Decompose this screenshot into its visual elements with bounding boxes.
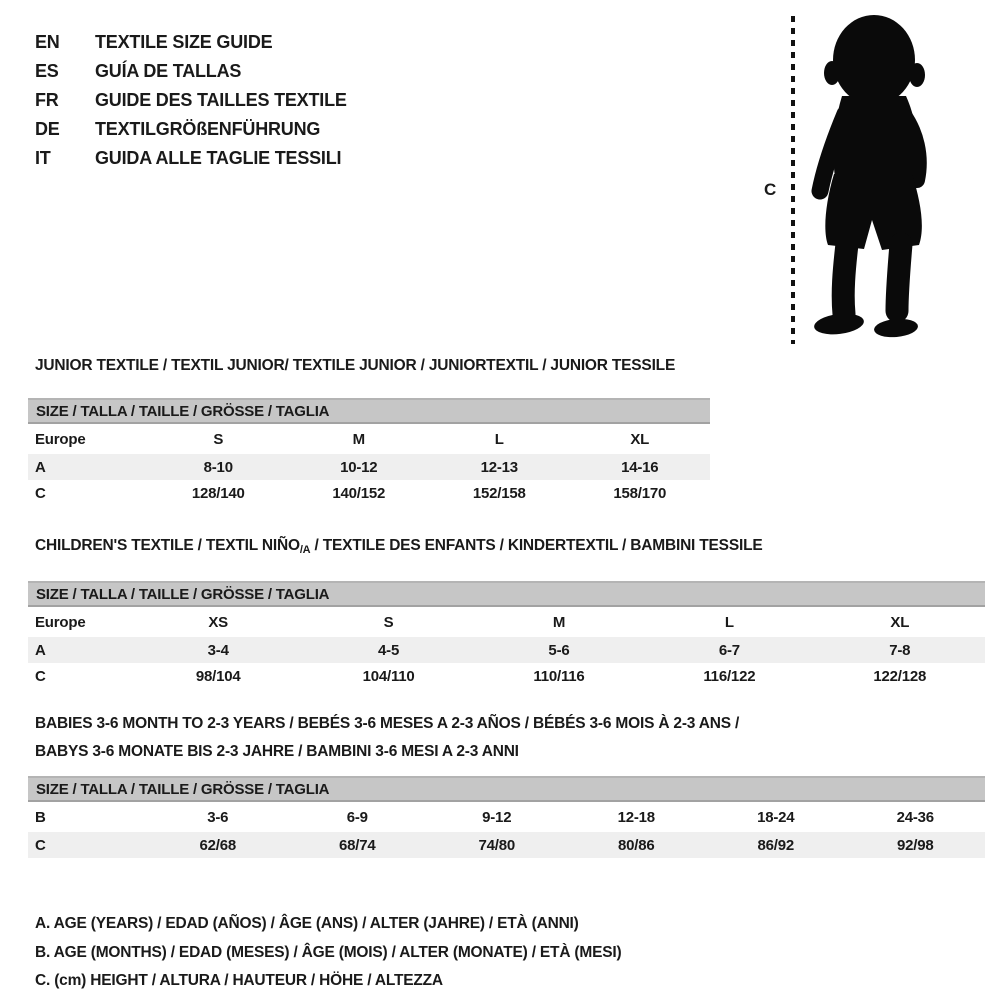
lang-code: FR bbox=[35, 90, 59, 110]
junior-size-table bbox=[28, 398, 710, 506]
size-header-bar: SIZE / TALLA / TAILLE / GRÖSSE / TAGLIA bbox=[28, 777, 985, 801]
cell: XS bbox=[208, 613, 228, 631]
cell: 8-10 bbox=[148, 454, 289, 480]
cell: 12-18 bbox=[617, 808, 655, 826]
cell: 140/152 bbox=[332, 484, 386, 502]
cell: 4-5 bbox=[303, 637, 473, 663]
cell: 98/104 bbox=[195, 667, 241, 685]
cell: 24-36 bbox=[896, 808, 934, 826]
cell: L bbox=[724, 613, 734, 631]
legend-line-b: B. AGE (MONTHS) / EDAD (MESES) / ÂGE (MOIS) / ALTER (MONATE) / ETÀ (MESI) bbox=[35, 943, 622, 961]
cell: 104/110 bbox=[362, 667, 415, 685]
table-row bbox=[28, 663, 985, 689]
cell: 14-16 bbox=[570, 454, 711, 480]
cell: M bbox=[552, 613, 566, 631]
lang-label: GUIDE DES TAILLES TEXTILE bbox=[95, 90, 347, 110]
cell: 86/92 bbox=[706, 832, 846, 858]
lang-code: ES bbox=[35, 61, 59, 81]
table-row bbox=[28, 832, 985, 858]
children-section-title bbox=[35, 536, 986, 560]
junior-section-title: JUNIOR TEXTILE / TEXTIL JUNIOR/ TEXTILE JUNIOR / JUNIORTEXTIL / JUNIOR TESSILE bbox=[35, 357, 676, 374]
height-marker-label: C bbox=[764, 180, 777, 199]
legend-line-c: C. (cm) HEIGHT / ALTURA / HAUTEUR / HÖHE / ALTEZZA bbox=[35, 972, 443, 989]
lang-code: DE bbox=[35, 119, 60, 139]
legend-line-a: A. AGE (YEARS) / EDAD (AÑOS) / ÂGE (ANS) / ALTER (JAHRE) / ETÀ (ANNI) bbox=[35, 915, 579, 932]
cell: 116/122 bbox=[703, 667, 756, 685]
babies-size-table bbox=[28, 776, 985, 858]
cell: L bbox=[494, 430, 504, 448]
lang-code: EN bbox=[35, 32, 60, 52]
cell: 110/116 bbox=[533, 667, 585, 685]
table-row bbox=[28, 801, 985, 832]
cell: XL bbox=[630, 430, 650, 448]
cell: 7-8 bbox=[815, 637, 985, 663]
cell: 92/98 bbox=[846, 832, 986, 858]
row-label: Europe bbox=[35, 613, 86, 631]
cell: 122/128 bbox=[873, 667, 927, 685]
row-label: A bbox=[28, 637, 133, 663]
babies-section-title bbox=[35, 710, 986, 766]
cell: 6-9 bbox=[346, 808, 368, 826]
table-row bbox=[28, 637, 985, 663]
cell: S bbox=[383, 613, 394, 631]
toddler-silhouette-icon bbox=[798, 8, 950, 348]
lang-code: IT bbox=[35, 148, 51, 168]
cell: 12-13 bbox=[429, 454, 570, 480]
cell: 152/158 bbox=[472, 484, 526, 502]
cell: 5-6 bbox=[474, 637, 644, 663]
table-row bbox=[28, 454, 710, 480]
cell: S bbox=[213, 430, 224, 448]
children-size-table bbox=[28, 581, 985, 689]
lang-label: TEXTILGRÖßENFÜHRUNG bbox=[95, 119, 321, 139]
row-label: C bbox=[35, 667, 46, 685]
title-text: CHILDREN'S TEXTILE / TEXTIL NIÑO bbox=[35, 537, 300, 554]
row-label: B bbox=[35, 808, 46, 826]
lang-label: GUÍA DE TALLAS bbox=[95, 61, 242, 81]
table-row bbox=[28, 606, 985, 637]
cell: 62/68 bbox=[148, 832, 288, 858]
legend bbox=[35, 910, 986, 996]
cell: 6-7 bbox=[644, 637, 814, 663]
size-header-bar: SIZE / TALLA / TAILLE / GRÖSSE / TAGLIA bbox=[28, 582, 985, 606]
row-label: Europe bbox=[35, 430, 86, 448]
cell: 3-4 bbox=[133, 637, 303, 663]
size-header-bar: SIZE / TALLA / TAILLE / GRÖSSE / TAGLIA bbox=[28, 399, 710, 423]
cell: 18-24 bbox=[757, 808, 795, 826]
table-row bbox=[28, 480, 710, 506]
cell: 9-12 bbox=[482, 808, 512, 826]
table-row bbox=[28, 423, 710, 454]
cell: 128/140 bbox=[191, 484, 245, 502]
cell: M bbox=[352, 430, 365, 448]
cell: 10-12 bbox=[289, 454, 430, 480]
cell: 80/86 bbox=[567, 832, 707, 858]
height-dotted-line bbox=[791, 16, 795, 344]
row-label: A bbox=[28, 454, 148, 480]
cell: 158/170 bbox=[613, 484, 667, 502]
title-subscript: /A bbox=[299, 544, 311, 556]
cell: XL bbox=[890, 613, 910, 631]
cell: 68/74 bbox=[288, 832, 428, 858]
babies-title-line2: BABYS 3-6 MONATE BIS 2-3 JAHRE / BAMBINI 3-6 MESI A 2-3 ANNI bbox=[35, 743, 519, 760]
babies-title-line1: BABIES 3-6 MONTH TO 2-3 YEARS / BEBÉS 3-6 MESES A 2-3 AÑOS / BÉBÉS 3-6 MOIS À 2-3 ANS / bbox=[35, 715, 740, 732]
row-label: C bbox=[28, 832, 148, 858]
title-text: / TEXTILE DES ENFANTS / KINDERTEXTIL / BAMBINI TESSILE bbox=[310, 537, 763, 554]
cell: 74/80 bbox=[427, 832, 567, 858]
row-label: C bbox=[35, 484, 46, 502]
lang-label: GUIDA ALLE TAGLIE TESSILI bbox=[95, 148, 342, 168]
lang-label: TEXTILE SIZE GUIDE bbox=[95, 32, 273, 52]
cell: 3-6 bbox=[207, 808, 229, 826]
